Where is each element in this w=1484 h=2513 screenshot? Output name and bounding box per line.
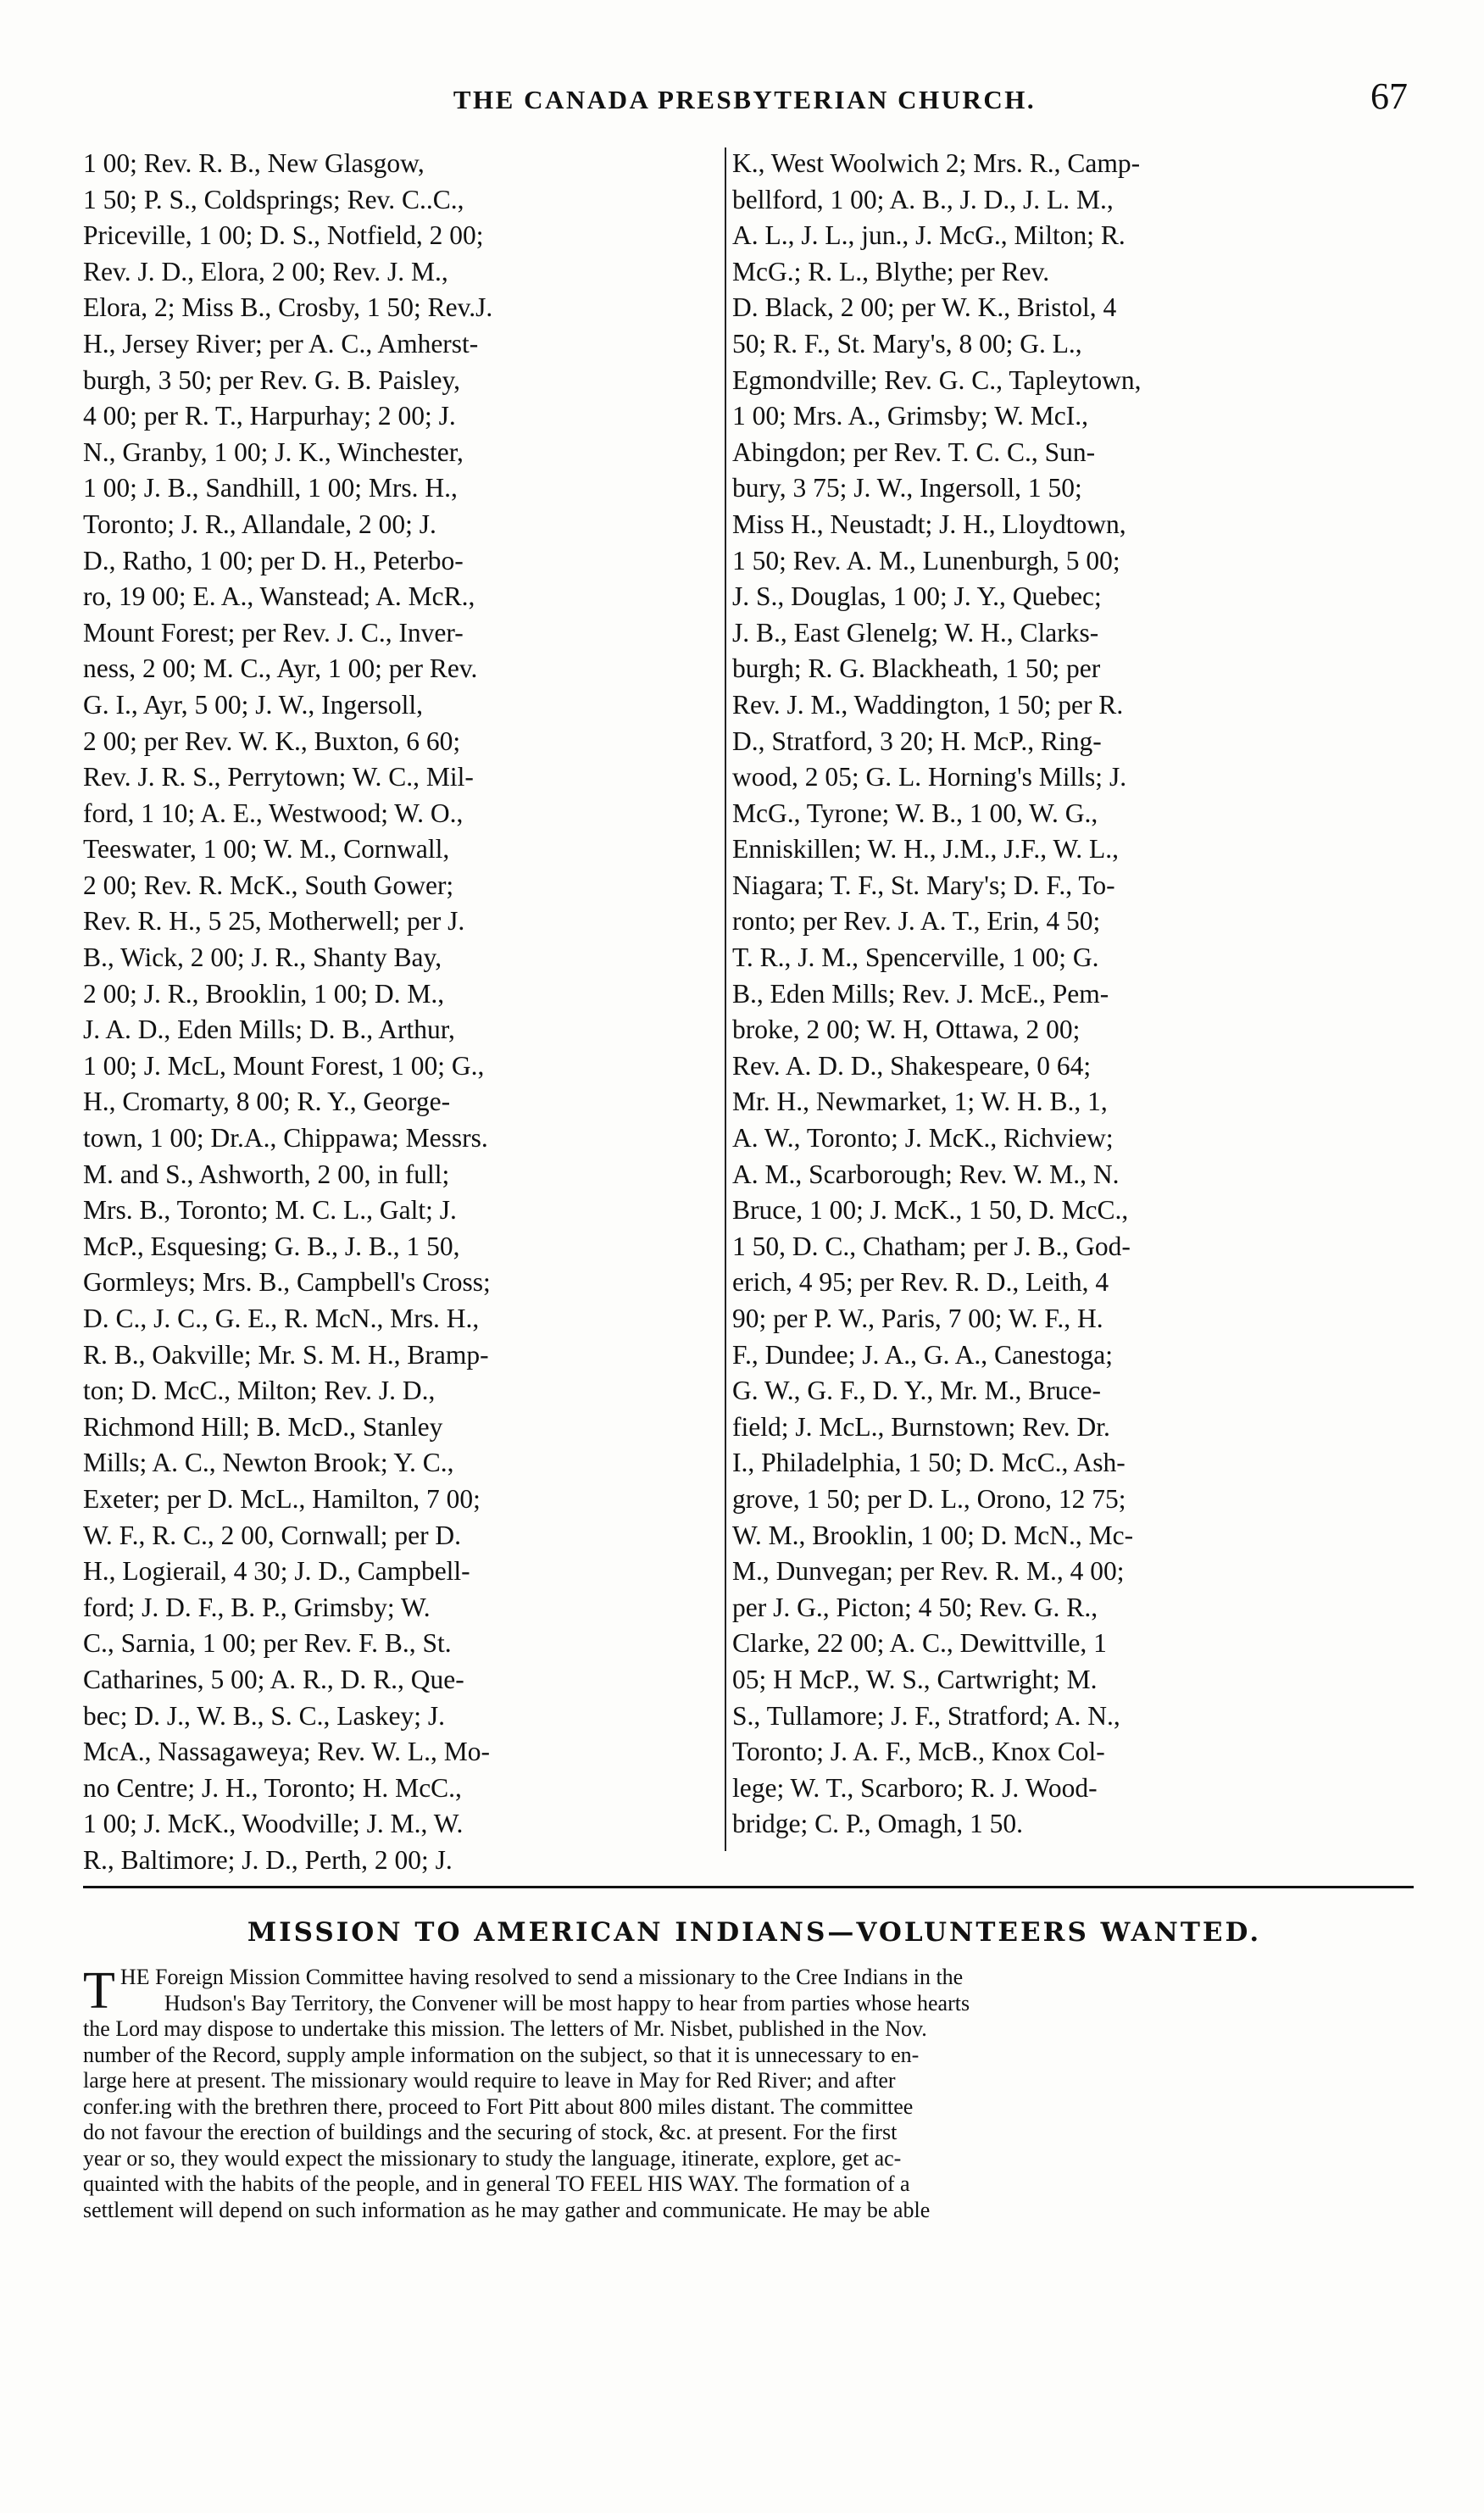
right-column-line: B., Eden Mills; Rev. J. McE., Pem-: [732, 978, 1109, 1009]
left-column-line: Rev. J. R. S., Perrytown; W. C., Mil-: [83, 762, 474, 792]
left-column-line: McP., Esquesing; G. B., J. B., 1 50,: [83, 1231, 460, 1261]
right-column-line: A. M., Scarborough; Rev. W. M., N.: [732, 1159, 1120, 1189]
right-column-line: T. R., J. M., Spencerville, 1 00; G.: [732, 942, 1099, 973]
left-column-line: 1 00; J. McK., Woodville; J. M., W.: [83, 1809, 464, 1839]
left-column-line: 1 00; J. B., Sandhill, 1 00; Mrs. H.,: [83, 473, 458, 503]
left-column-line: Elora, 2; Miss B., Crosby, 1 50; Rev.J.: [83, 292, 493, 323]
right-column-line: Abingdon; per Rev. T. C. C., Sun-: [732, 436, 1096, 467]
right-column-line: M., Dunvegan; per Rev. R. M., 4 00;: [732, 1556, 1125, 1587]
left-column-line: 1 00; Rev. R. B., New Glasgow,: [83, 148, 425, 178]
right-column-line: McG.; R. L., Blythe; per Rev.: [732, 256, 1050, 286]
left-column: [83, 146, 719, 1879]
left-column-line: Rev. R. H., 5 25, Motherwell; per J.: [83, 906, 465, 937]
mission-line: Hudson's Bay Territory, the Convener will be most happy to hear from parties whose hearts: [164, 1990, 970, 2015]
left-column-line: Mount Forest; per Rev. J. C., Inver-: [83, 617, 464, 648]
left-column-line: Teeswater, 1 00; W. M., Cornwall,: [83, 834, 450, 865]
left-column-line: Mrs. B., Toronto; M. C. L., Galt; J.: [83, 1195, 457, 1226]
right-column-line: Bruce, 1 00; J. McK., 1 50, D. McC.,: [732, 1195, 1129, 1226]
mission-line: the Lord may dispose to undertake this mission. The letters of Mr. Nisbet, published in the Nov.: [83, 2016, 927, 2041]
left-column-line: 2 00; per Rev. W. K., Buxton, 6 60;: [83, 726, 461, 756]
left-column-line: Priceville, 1 00; D. S., Notfield, 2 00;: [83, 220, 484, 251]
mission-line: confer.ing with the brethren there, proceed to Fort Pitt about 800 miles distant. The committee: [83, 2093, 914, 2119]
right-column-line: 05; H McP., W. S., Cartwright; M.: [732, 1664, 1098, 1694]
right-column-line: grove, 1 50; per D. L., Orono, 12 75;: [732, 1483, 1126, 1514]
left-column-line: M. and S., Ashworth, 2 00, in full;: [83, 1159, 450, 1189]
left-column-line: Richmond Hill; B. McD., Stanley: [83, 1411, 443, 1442]
left-column-line: bec; D. J., W. B., S. C., Laskey; J.: [83, 1700, 446, 1731]
section-heading: MISSION TO AMERICAN INDIANS—VOLUNTEERS WANTED.: [247, 1917, 1262, 1948]
right-column-line: K., West Woolwich 2; Mrs. R., Camp-: [732, 148, 1141, 178]
mission-line: quainted with the habits of the people, and in general TO FEEL HIS WAY. The formation of a: [83, 2171, 910, 2196]
left-column-line: H., Jersey River; per A. C., Amherst-: [83, 328, 479, 359]
right-column-line: 50; R. F., St. Mary's, 8 00; G. L.,: [732, 328, 1082, 359]
mission-line: do not favour the erection of buildings and the securing of stock, &c. at present. For the first: [83, 2120, 898, 2144]
left-column-line: H., Cromarty, 8 00; R. Y., George-: [83, 1087, 451, 1117]
right-column-line: F., Dundee; J. A., G. A., Canestoga;: [732, 1339, 1113, 1370]
mission-line: year or so, they would expect the missionary to study the language, itinerate, explore, get ac-: [83, 2145, 902, 2171]
left-column-line: R., Baltimore; J. D., Perth, 2 00; J.: [83, 1844, 453, 1875]
left-column-line: 1 50; P. S., Coldsprings; Rev. C..C.,: [83, 184, 464, 214]
right-column-line: G. W., G. F., D. Y., Mr. M., Bruce-: [732, 1376, 1102, 1406]
left-column-line: ness, 2 00; M. C., Ayr, 1 00; per Rev.: [83, 653, 478, 684]
right-column-line: 1 50, D. C., Chatham; per J. B., God-: [732, 1231, 1131, 1261]
left-column-line: B., Wick, 2 00; J. R., Shanty Bay,: [83, 942, 442, 973]
right-column-line: D., Stratford, 3 20; H. McP., Ring-: [732, 726, 1102, 756]
mission-line: HE Foreign Mission Committee having resolved to send a missionary to the Cree Indians in the: [119, 1965, 964, 1989]
left-column-line: Mills; A. C., Newton Brook; Y. C.,: [83, 1448, 454, 1478]
right-column-line: D. Black, 2 00; per W. K., Bristol, 4: [732, 292, 1117, 323]
section-rule: [83, 1886, 1414, 1888]
left-column-line: Catharines, 5 00; A. R., D. R., Que-: [83, 1664, 464, 1694]
left-column-line: ford, 1 10; A. E., Westwood; W. O.,: [83, 798, 464, 828]
left-column-line: Exeter; per D. McL., Hamilton, 7 00;: [83, 1483, 481, 1514]
left-column-line: Gormleys; Mrs. B., Campbell's Cross;: [83, 1267, 491, 1298]
right-column-line: Enniskillen; W. H., J.M., J.F., W. L.,: [732, 834, 1120, 865]
mission-paragraph: [83, 1962, 1414, 2223]
right-column-line: bellford, 1 00; A. B., J. D., J. L. M.,: [732, 184, 1114, 214]
left-column-line: 2 00; Rev. R. McK., South Gower;: [83, 870, 454, 900]
left-column-line: D. C., J. C., G. E., R. McN., Mrs. H.,: [83, 1304, 480, 1333]
right-column-line: McG., Tyrone; W. B., 1 00, W. G.,: [732, 798, 1098, 828]
right-column-line: ronto; per Rev. J. A. T., Erin, 4 50;: [732, 906, 1101, 937]
right-column-line: 1 50; Rev. A. M., Lunenburgh, 5 00;: [732, 545, 1120, 575]
right-column-line: 1 00; Mrs. A., Grimsby; W. McI.,: [732, 401, 1089, 431]
left-column-line: Toronto; J. R., Allandale, 2 00; J.: [83, 509, 436, 539]
acknowledgements-columns: [83, 146, 1410, 1875]
left-column-line: J. A. D., Eden Mills; D. B., Arthur,: [83, 1015, 455, 1045]
right-column-line: burgh; R. G. Blackheath, 1 50; per: [732, 653, 1101, 684]
right-column: [732, 146, 1410, 1843]
left-column-line: N., Granby, 1 00; J. K., Winchester,: [83, 436, 464, 467]
page-number: 67: [1370, 75, 1408, 117]
left-column-line: 4 00; per R. T., Harpurhay; 2 00; J.: [83, 401, 456, 431]
right-column-line: bury, 3 75; J. W., Ingersoll, 1 50;: [732, 473, 1082, 503]
left-column-line: ro, 19 00; E. A., Wanstead; A. McR.,: [83, 581, 475, 612]
left-column-line: D., Ratho, 1 00; per D. H., Peterbo-: [83, 545, 464, 575]
left-column-line: burgh, 3 50; per Rev. G. B. Paisley,: [83, 364, 461, 395]
right-column-line: Toronto; J. A. F., McB., Knox Col-: [732, 1737, 1105, 1767]
left-column-line: no Centre; J. H., Toronto; H. McC.,: [83, 1772, 462, 1803]
right-column-line: Rev. J. M., Waddington, 1 50; per R.: [732, 689, 1124, 720]
right-column-line: wood, 2 05; G. L. Horning's Mills; J.: [732, 762, 1127, 792]
left-column-line: R. B., Oakville; Mr. S. M. H., Bramp-: [83, 1339, 489, 1370]
left-column-line: G. I., Ayr, 5 00; J. W., Ingersoll,: [83, 689, 423, 720]
right-column-line: A. L., J. L., jun., J. McG., Milton; R.: [732, 220, 1126, 251]
right-column-line: per J. G., Picton; 4 50; Rev. G. R.,: [732, 1592, 1098, 1622]
mission-line: number of the Record, supply ample information on the subject, so that it is unnecessary to en-: [83, 2042, 920, 2067]
right-column-line: Niagara; T. F., St. Mary's; D. F., To-: [732, 870, 1115, 900]
right-column-line: 90; per P. W., Paris, 7 00; W. F., H.: [732, 1304, 1103, 1333]
right-column-line: I., Philadelphia, 1 50; D. McC., Ash-: [732, 1448, 1126, 1478]
left-column-line: Rev. J. D., Elora, 2 00; Rev. J. M.,: [83, 256, 448, 286]
right-column-line: Egmondville; Rev. G. C., Tapleytown,: [732, 364, 1142, 395]
right-column-line: Clarke, 22 00; A. C., Dewittville, 1: [732, 1628, 1107, 1659]
right-column-line: A. W., Toronto; J. McK., Richview;: [732, 1123, 1114, 1154]
right-column-line: lege; W. T., Scarboro; R. J. Wood-: [732, 1772, 1098, 1803]
right-column-line: broke, 2 00; W. H, Ottawa, 2 00;: [732, 1015, 1081, 1045]
right-column-line: erich, 4 95; per Rev. R. D., Leith, 4: [732, 1267, 1109, 1298]
right-column-line: W. M., Brooklin, 1 00; D. McN., Mc-: [732, 1520, 1134, 1550]
right-column-line: Mr. H., Newmarket, 1; W. H. B., 1,: [732, 1087, 1108, 1117]
right-column-line: J. S., Douglas, 1 00; J. Y., Quebec;: [732, 581, 1102, 612]
running-title: THE CANADA PRESBYTERIAN CHURCH.: [453, 85, 1037, 114]
left-column-line: 2 00; J. R., Brooklin, 1 00; D. M.,: [83, 978, 445, 1009]
column-divider: [725, 147, 726, 1851]
left-column-line: town, 1 00; Dr.A., Chippawa; Messrs.: [83, 1123, 488, 1154]
right-column-line: S., Tullamore; J. F., Stratford; A. N.,: [732, 1700, 1120, 1731]
left-column-line: H., Logierail, 4 30; J. D., Campbell-: [83, 1556, 470, 1587]
mission-line: large here at present. The missionary would require to leave in May for Red River; and after: [83, 2068, 896, 2093]
right-column-line: Miss H., Neustadt; J. H., Lloydtown,: [732, 509, 1126, 539]
page-header: [81, 75, 1408, 117]
left-column-line: ford; J. D. F., B. P., Grimsby; W.: [83, 1592, 431, 1622]
left-column-line: W. F., R. C., 2 00, Cornwall; per D.: [83, 1520, 462, 1550]
left-column-line: C., Sarnia, 1 00; per Rev. F. B., St.: [83, 1628, 452, 1659]
right-column-line: Rev. A. D. D., Shakespeare, 0 64;: [732, 1050, 1092, 1081]
mission-line: settlement will depend on such information as he may gather and communicate. He may be able: [83, 2197, 931, 2222]
left-column-line: McA., Nassagaweya; Rev. W. L., Mo-: [83, 1737, 490, 1767]
right-column-line: bridge; C. P., Omagh, 1 50.: [732, 1809, 1023, 1839]
right-column-line: field; J. McL., Burnstown; Rev. Dr.: [732, 1411, 1110, 1442]
left-column-line: ton; D. McC., Milton; Rev. J. D.,: [83, 1376, 436, 1406]
drop-cap: T: [83, 1962, 115, 2020]
right-column-line: J. B., East Glenelg; W. H., Clarks-: [732, 617, 1099, 648]
left-column-line: 1 00; J. McL, Mount Forest, 1 00; G.,: [83, 1050, 485, 1081]
